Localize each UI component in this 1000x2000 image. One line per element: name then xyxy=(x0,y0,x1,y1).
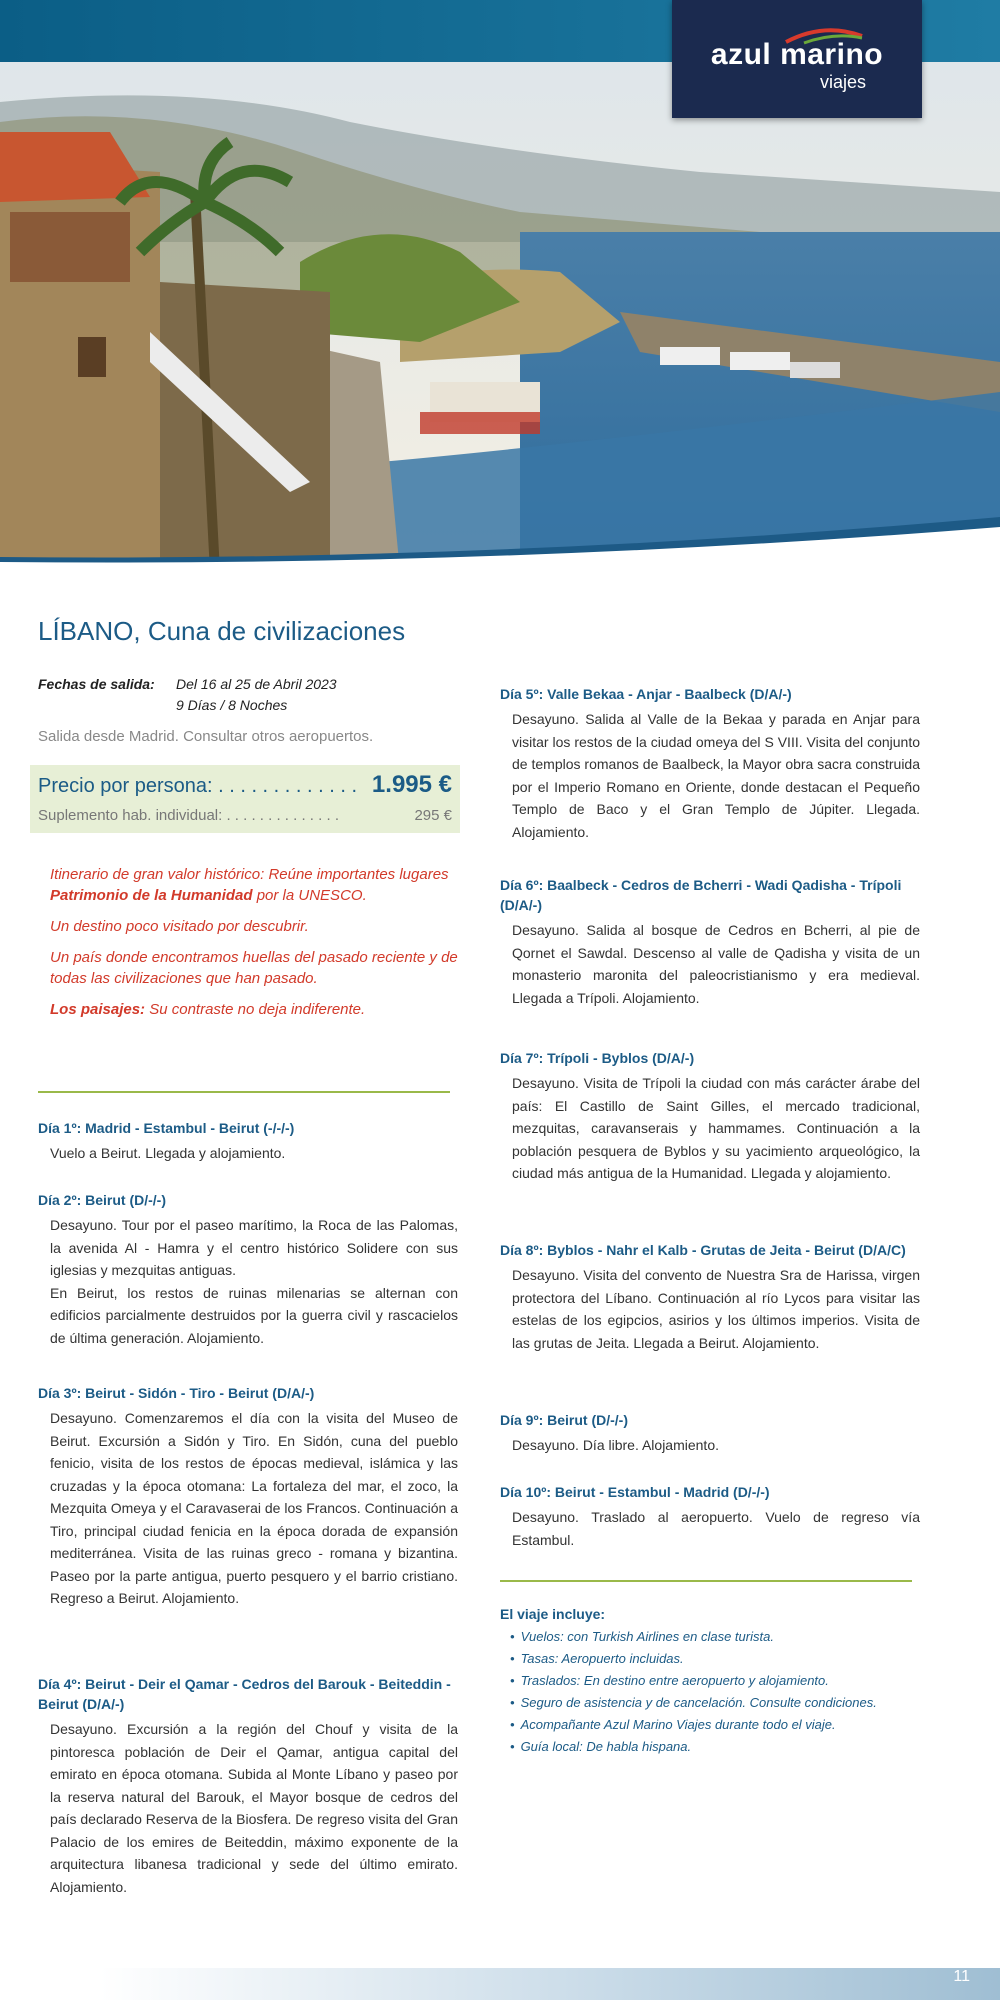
supplement-label: Suplemento hab. individual: . . . . . . . . . . . . . . xyxy=(38,807,339,824)
day-body: Desayuno. Salida al Valle de la Bekaa y parada en Anjar para visitar los restos de la ciudad omeya del S VIII. Visita del conjunto de templos romanos de Baalbeck, la Mayor obra sacra construida por el Imperio Romano en Oriente, donde destacan el Pequeño Templo de Baco y el Gran Templo de Júpiter. Llegada. Alojamiento. xyxy=(512,711,920,840)
itinerary-day-9 xyxy=(500,1410,920,1457)
trip-highlights xyxy=(50,864,460,1030)
itinerary-day-10 xyxy=(500,1482,920,1551)
price-label: Precio por persona: . . . . . . . . . . . . . xyxy=(38,775,358,797)
includes-list xyxy=(500,1626,930,1758)
day-body: Desayuno. Visita del convento de Nuestra Sra de Harissa, virgen protectora del Líbano. Continuación al río Lycos para visitar las estelas de los egipcios, asirios y los últimos imperios. Visita de las grutas de Jeita. Llegada a Beirut. Alojamiento. xyxy=(512,1267,920,1351)
divider-right xyxy=(500,1580,912,1582)
includes-item: • Acompañante Azul Marino Viajes durante todo el viaje. xyxy=(510,1714,930,1736)
day-body: Desayuno. Excursión a la región del Chouf y visita de la pintoresca población de Deir el Qamar, antigua capital del emirato en época otomana. Subida al Monte Líbano y paseo por la reserva natural del Barouk, el Mayor bosque de cedros del país declarado Reserva de la Biosfera. De regreso visita del Gran Palacio de los emires de Beiteddin, máximo exponente de la arquitectura libanesa tradicional y sede del último emirato. Alojamiento. xyxy=(50,1721,458,1895)
includes-item: • Seguro de asistencia y de cancelación. Consulte condiciones. xyxy=(510,1692,930,1714)
footer-band xyxy=(0,1968,1000,2000)
day-title: Día 5º: Valle Bekaa - Anjar - Baalbeck (D/A/-) xyxy=(500,686,792,702)
day-body-2: En Beirut, los restos de ruinas milenarias se alternan con edificios parcialmente destruidos por la guerra civil y rascacielos de última generación. Alojamiento. xyxy=(50,1284,458,1346)
day-body: Desayuno. Tour por el paseo marítimo, la Roca de las Palomas, la avenida Al - Hamra y el centro histórico Solidere con sus iglesias y mezquitas antiguas. xyxy=(50,1217,458,1278)
itinerary-day-4 xyxy=(38,1674,458,1898)
divider-left xyxy=(38,1091,450,1093)
price-box xyxy=(30,765,460,833)
brand-name: azul marino xyxy=(710,38,884,71)
day-title: Día 4º: Beirut - Deir el Qamar - Cedros del Barouk - Beiteddin - Beirut (D/A/-) xyxy=(38,1676,451,1712)
itinerary-day-7 xyxy=(500,1048,920,1185)
departure-extra: Consultar otros aeropuertos. xyxy=(178,728,374,745)
brand-logo xyxy=(672,0,922,118)
highlight-2: Un destino poco visitado por descubrir. xyxy=(50,918,309,935)
departure-main: Salida desde Madrid. xyxy=(38,728,179,745)
day-title: Día 7º: Trípoli - Byblos (D/A/-) xyxy=(500,1050,695,1066)
supplement-value: 295 € xyxy=(414,807,452,824)
day-title: Día 3º: Beirut - Sidón - Tiro - Beirut (D/A/-) xyxy=(38,1385,315,1401)
day-body: Desayuno. Traslado al aeropuerto. Vuelo de regreso vía Estambul. xyxy=(512,1509,920,1548)
day-title: Día 6º: Baalbeck - Cedros de Bcherri - Wadi Qadisha - Trípoli (D/A/-) xyxy=(500,877,902,913)
day-title: Día 1º: Madrid - Estambul - Beirut (-/-/-) xyxy=(38,1120,295,1136)
itinerary-day-1 xyxy=(38,1118,458,1165)
title-rest: , Cuna de civilizaciones xyxy=(133,616,406,646)
highlight-1-text: Itinerario de gran valor histórico: Reúne importantes lugares xyxy=(50,866,449,883)
day-body: Desayuno. Salida al bosque de Cedros en Bcherri, al pie de Qornet el Sawdal. Descenso al valle de Qadisha y visita de un monasterio maronita del paleocristianismo y era medieval. Llegada a Trípoli. Alojamiento. xyxy=(512,922,920,1006)
highlight-1 xyxy=(50,864,460,906)
includes-item: • Traslados: En destino entre aeropuerto y alojamiento. xyxy=(510,1670,930,1692)
itinerary-day-3 xyxy=(38,1383,458,1610)
day-title: Día 9º: Beirut (D/-/-) xyxy=(500,1412,629,1428)
hero-photo-byblos-harbor xyxy=(0,62,1000,572)
includes-title: El viaje incluye: xyxy=(500,1606,606,1622)
title-country: LÍBANO xyxy=(38,616,134,646)
highlight-1-emphasis: Patrimonio de la Humanidad xyxy=(50,887,253,904)
includes-item: • Tasas: Aeropuerto incluidas. xyxy=(510,1648,930,1670)
day-body: Desayuno. Visita de Trípoli la ciudad con más carácter árabe del país: El Castillo de Saint Gilles, el mercado tradicional, mezquitas, caravanserais y hammames. Continuación a la población pesquera de Byblos y su yacimiento arqueológico, la ciudad más antigua de la Humanidad. Llegada y alojamiento. xyxy=(512,1075,920,1181)
dates-range: Del 16 al 25 de Abril 2023 xyxy=(176,676,337,692)
price-value: 1.995 € xyxy=(371,771,452,798)
day-body: Vuelo a Beirut. Llegada y alojamiento. xyxy=(50,1145,286,1161)
page-title xyxy=(38,616,405,647)
trip-includes xyxy=(500,1606,930,1758)
day-body: Desayuno. Día libre. Alojamiento. xyxy=(512,1437,719,1453)
day-title: Día 10º: Beirut - Estambul - Madrid (D/-/-) xyxy=(500,1484,770,1500)
dates-duration: 9 Días / 8 Noches xyxy=(176,697,288,713)
brand-sub: viajes xyxy=(820,72,867,92)
highlight-4-emphasis: Los paisajes: xyxy=(50,1001,146,1018)
itinerary-day-8 xyxy=(500,1240,920,1354)
includes-item: • Vuelos: con Turkish Airlines en clase turista. xyxy=(510,1626,930,1648)
day-title: Día 8º: Byblos - Nahr el Kalb - Grutas de Jeita - Beirut (D/A/C) xyxy=(500,1242,906,1258)
itinerary-day-2 xyxy=(38,1190,458,1349)
highlight-4-text: Su contraste no deja indiferente. xyxy=(145,1001,366,1018)
includes-item: • Guía local: De habla hispana. xyxy=(510,1736,930,1758)
departure-city xyxy=(38,728,373,745)
itinerary-day-5 xyxy=(500,684,920,843)
highlight-4 xyxy=(50,999,460,1020)
page-number: 11 xyxy=(953,1968,970,1985)
itinerary-day-6 xyxy=(500,875,920,1009)
highlight-3: Un país donde encontramos huellas del pasado reciente y de todas las civilizaciones que han pasado. xyxy=(50,949,458,987)
dates-label: Fechas de salida: xyxy=(38,676,155,692)
day-body: Desayuno. Comenzaremos el día con la visita del Museo de Beirut. Excursión a Sidón y Tiro. En Sidón, cuna del pueblo fenicio, visita de los restos de épocas medieval, islámica y las cruzadas y la época otomana: La fortaleza del mar, el zoco, la Mezquita Omeya y el Caravaserai de los Francos. Continuación a Tiro, principal ciudad fenicia en la época dorada de expansión mediterránea. Visita de las ruinas greco - romana y bizantina. Paseo por la parte antigua, puerto pesquero y el barrio cristiano. Regreso a Beirut. Alojamiento. xyxy=(50,1410,458,1606)
highlight-1-end: por la UNESCO. xyxy=(252,887,367,904)
day-title: Día 2º: Beirut (D/-/-) xyxy=(38,1192,167,1208)
